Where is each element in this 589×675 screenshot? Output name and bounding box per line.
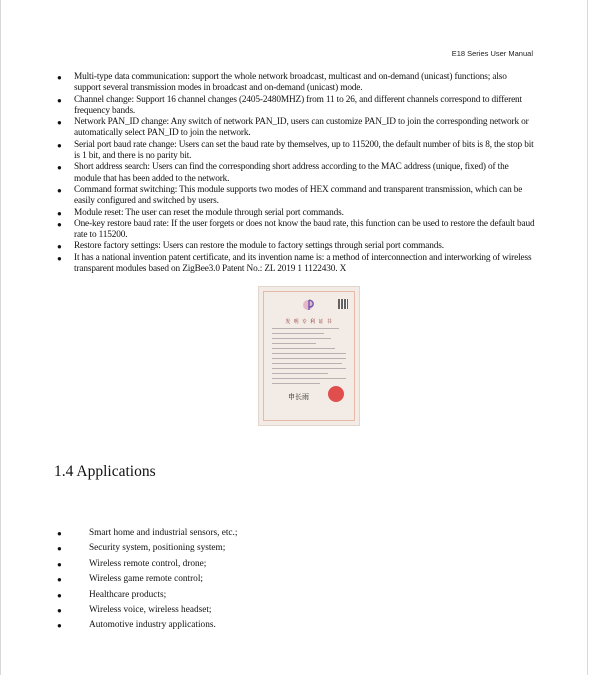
- certificate-title: 发 明 专 利 证 书: [285, 320, 333, 325]
- bullet-icon: ●: [57, 185, 62, 195]
- list-item: [57, 541, 237, 556]
- bullet-icon: ●: [57, 163, 62, 173]
- list-item: [57, 185, 535, 208]
- list-item: [57, 162, 535, 185]
- patent-certificate-image: [258, 286, 360, 426]
- bullet-icon: ●: [57, 606, 62, 616]
- official-seal-icon: [328, 386, 344, 402]
- bullet-icon: ●: [57, 140, 62, 150]
- list-item: [57, 208, 535, 219]
- qr-code-icon: [338, 299, 348, 309]
- list-item: [57, 241, 535, 252]
- list-item-text: Wireless game remote control;: [89, 574, 203, 585]
- patent-emblem-icon: [302, 298, 316, 312]
- list-item-text: Automotive industry applications.: [89, 620, 216, 631]
- list-item-text: One-key restore baud rate: If the user forgets or does not know the baud rate, this function can be used to restore the default baud rate to 115200.: [74, 218, 535, 241]
- bullet-icon: ●: [57, 544, 62, 554]
- bullet-icon: ●: [57, 253, 62, 263]
- bullet-icon: ●: [57, 621, 62, 631]
- list-item-text: It has a national invention patent certificate, and its invention name is: a method of interconnection and interworking of wireless transparent modules based on ZigBee3.0 Patent No.: ZL 2019 1 1122430. X: [74, 252, 532, 275]
- list-item: [57, 219, 535, 242]
- list-item-text: Smart home and industrial sensors, etc.;: [89, 528, 238, 538]
- list-item-text: Healthcare products;: [89, 589, 167, 600]
- list-item: [57, 588, 237, 603]
- page-header: E18 Series User Manual: [451, 49, 533, 58]
- list-item: [57, 618, 237, 633]
- list-item-text: Wireless remote control, drone;: [89, 558, 207, 569]
- section-title: 1.4 Applications: [54, 463, 156, 480]
- list-item-text: Multi-type data communication: support the whole network broadcast, multicast and on-demand (unicast) functions; also support several transmission modes in broadcast and on-demand (unicast) mode.: [74, 72, 507, 94]
- list-item: [57, 117, 535, 140]
- list-item: [57, 572, 237, 587]
- bullet-icon: ●: [57, 529, 62, 538]
- bullet-icon: ●: [57, 242, 62, 252]
- list-item-text: Restore factory settings: Users can restore the module to factory settings through serial port commands.: [74, 241, 444, 252]
- list-item-text: Serial port baud rate change: Users can set the baud rate by themselves, up to 115200, the default number of bits is 8, the stop bit is 1 bit, and there is no parity bit.: [74, 139, 534, 162]
- list-item: [57, 603, 237, 618]
- list-item-text: Short address search: Users can find the corresponding short address according to the MAC address (unique, fixed) of the module that has been added to the network.: [74, 162, 509, 184]
- list-item: [57, 72, 535, 95]
- list-item: [57, 526, 237, 541]
- list-item: [57, 95, 535, 118]
- list-item-text: Wireless voice, wireless headset;: [89, 605, 212, 616]
- bullet-icon: ●: [57, 590, 62, 600]
- bullet-icon: ●: [57, 219, 62, 229]
- certificate-signature: 申长雨: [288, 393, 309, 401]
- bullet-icon: ●: [57, 208, 62, 218]
- list-item-text: Channel change: Support 16 channel changes (2405-2480MHZ) from 11 to 26, and different channels correspond to different frequency bands.: [74, 94, 522, 116]
- bullet-icon: ●: [57, 559, 62, 569]
- list-item-text: Command format switching: This module supports two modes of HEX command and transparent transmission, which can be easily configured and switched by users.: [74, 184, 523, 207]
- bullet-icon: ●: [57, 73, 62, 82]
- list-item-text: Security system, positioning system;: [89, 543, 226, 554]
- list-item-text: Module reset: The user can reset the module through serial port commands.: [74, 207, 344, 218]
- applications-list: [57, 526, 237, 634]
- list-item: [57, 557, 237, 572]
- list-item: [57, 140, 535, 163]
- list-item: [57, 253, 535, 276]
- bullet-icon: ●: [57, 118, 62, 128]
- list-item-text: Network PAN_ID change: Any switch of network PAN_ID, users can customize PAN_ID to join the corresponding network or automatically select PAN_ID to join the network.: [74, 117, 529, 139]
- bullet-icon: ●: [57, 575, 62, 585]
- certificate-text-lines: [272, 328, 346, 388]
- feature-list: [57, 72, 535, 275]
- bullet-icon: ●: [57, 95, 62, 105]
